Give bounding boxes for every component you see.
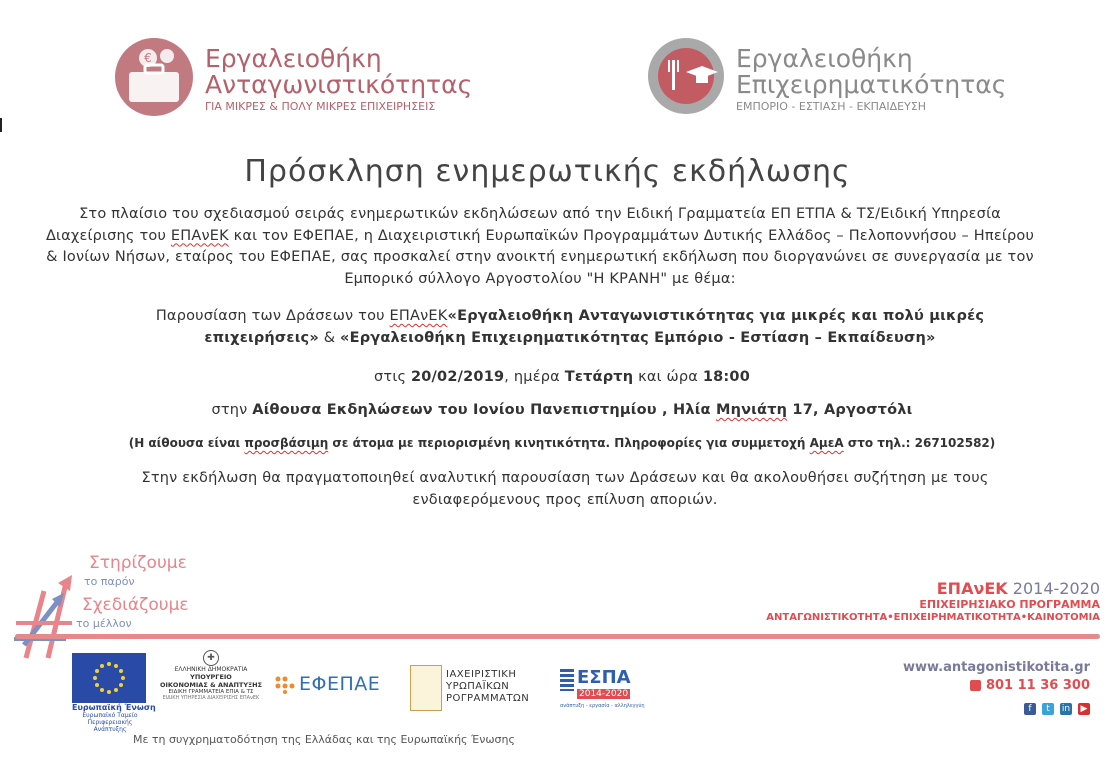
gr-line3: ΟΙΚΟΝΟΜΙΑΣ & ΑΝΑΠΤΥΞΗΣ [159,681,263,689]
page-title: Πρόσκληση ενημερωτικής εκδήλωσης [244,154,851,189]
access-word: προσβάσιμη [244,436,329,450]
venue-street: Μηνιάτη [715,402,788,418]
datetime-mid1: , ημέρα [504,369,565,385]
eu-label: Ευρωπαϊκή Ένωση [72,703,156,712]
venue-rest: 17, Αργοστόλι [787,402,913,418]
topic-amp: & [318,329,341,346]
diax-line2: ΥΡΩΠΑΪΚΩΝ [446,681,510,692]
toolbox-icon [115,38,193,116]
contact-block [860,660,1090,715]
access-text-1: (Η αίθουσα είναι [128,436,245,450]
logo-right-line2: Επιχειρηματικότητας [736,70,1007,99]
linkedin-icon[interactable]: in [1061,704,1071,714]
text-cursor [0,118,2,132]
espa-flag-icon [560,669,574,691]
venue-pre: στην [211,402,253,418]
logo-left-subtitle: ΓΙΑ ΜΙΚΡΕΣ & ΠΟΛΥ ΜΙΚΡΕΣ ΕΠΙΧΕΙΡΗΣΕΙΣ [205,100,436,113]
intro-text-1: Στο πλαίσιο του σχεδιασμού σειράς ενημερωτικών εκδηλώσεων από την Ειδική Γραμματεία ΕΠ ΕΤΠΑ & ΤΣ/Ειδική Υπηρεσία Διαχείρισης του [45,206,1001,244]
closing-paragraph: Στην εκδήλωση θα πραγματοποιηθεί αναλυτική παρουσίαση των Δράσεων και θα ακολουθήσει συζήτηση με τους ενδιαφερόμενους προς επίλυση αποριών. [141,470,989,508]
twitter-icon[interactable]: t [1042,703,1054,715]
intro-text-2: και τον ΕΦΕΠΑΕ, η Διαχειριστική Ευρωπαϊκών Προγραμμάτων Δυτικής Ελλάδος – Πελοποννήσου – Ηπείρου & Ιονίων Νήσων, εταίρος του ΕΦΕΠΑΕ, σας προσκαλεί στην ανοικτή ενημερωτική εκδήλωση που διοργανώνει σε συνεργασία με τον Εμπορικό σύλλογο Αργοστολίου "Η ΚΡΑΝΗ" με θέμα: [46,227,1035,287]
espa-name: ΕΣΠΑ [577,667,631,688]
diaxeiristiki-logo [410,665,550,713]
epanek-pillars: ΑΝΤΑΓΩΝΙΣΤΙΚΟΤΗΤΑ•ΕΠΙΧΕΙΡΗΜΑΤΙΚΟΤΗΤΑ•ΚΑΙΝΟΤΟΜΙΑ [766,612,1100,623]
intro-epanek: ΕΠΑνΕΚ [170,227,229,244]
cofinance-note: Με τη συγχρηματοδότηση της Ελλάδας και της Ευρωπαϊκής Ένωσης [133,733,515,746]
epanek-name: ΕΠΑνΕΚ [936,579,1008,598]
gr-line5: ΕΙΔΙΚΗ ΥΠΗΡΕΣΙΑ ΔΙΑΧΕΙΡΙΣΗΣ ΕΠΑνΕΚ [162,695,260,701]
efepae-dots-icon [275,676,299,694]
slogan-graphic [14,553,214,663]
eu-logo [72,653,156,733]
gr-line4: ΕΙΔΙΚΗ ΓΡΑΜΜΑΤΕΙΑ ΕΠΙΑ & ΤΣ [168,689,254,695]
epanek-years: 2014-2020 [1012,579,1100,598]
ministry-logo [156,650,266,701]
epanek-program: ΕΠΙΧΕΙΡΗΣΙΑΚΟ ΠΡΟΓΡΑΜΜΑ [919,598,1100,611]
slogan-line2: το παρόν [84,575,135,588]
phone-icon [970,680,981,691]
footer-divider [15,634,1100,639]
epanek-logo [740,580,1100,624]
efepae-name: ΕΦΕΠΑΕ [299,673,381,695]
topic-prefix: Παρουσίαση των Δράσεων του [155,308,390,324]
phone-number: 801 11 36 300 [985,678,1090,693]
greek-emblem-icon: ✚ [203,650,219,666]
topic-action-1: «Εργαλειοθήκη Ανταγωνιστικότητας για μικρές και πολύ μικρές επιχειρήσεις» [204,308,985,346]
access-text-3: στο τηλ.: 267102582) [843,436,996,450]
gr-line2: ΥΠΟΥΡΓΕΙΟ [190,673,232,681]
event-time: 18:00 [702,369,750,385]
datetime-pre: στις [374,369,411,385]
logo-left-line2: Ανταγωνιστικότητας [205,70,473,99]
topic-action-2: «Εργαλειοθήκη Επιχειρηματικότητας Εμπόριο - Εστίαση – Εκπαίδευση» [340,329,936,346]
eu-sub1: Ευρωπαϊκό Ταμείο [82,712,138,719]
access-amea: ΑμεΑ [809,436,844,450]
restaurant-graduation-icon [648,38,724,114]
event-date: 20/02/2019 [410,369,505,385]
access-text-2: σε άτομα με περιορισμένη κινητικότητα. Πληροφορίες για συμμετοχή [328,436,810,450]
diax-line1: ΙΑΧΕΙΡΙΣΤΙΚΗ [446,669,517,680]
espa-years: 2014-2020 [579,689,629,699]
event-day: Τετάρτη [564,369,634,385]
event-venue [0,400,1119,422]
diaxeiristiki-map-icon [410,665,442,711]
topic-epanek: ΕΠΑνΕΚ [389,308,448,324]
diax-line3: ΡΟΓΡΑΜΜΑΤΩΝ [446,693,530,704]
eu-sub2: Περιφερειακής Ανάπτυξης [87,719,133,733]
logo-right-subtitle: ΕΜΠΟΡΙΟ - ΕΣΤΙΑΣΗ - ΕΚΠΑΙΔΕΥΣΗ [736,100,927,113]
datetime-mid2: και ώρα [633,369,703,385]
logo-entrepreneurship-toolkit [648,38,1008,118]
slogan-line4: το μέλλον [76,617,132,630]
event-datetime [0,367,1119,389]
svg-text:€: € [144,51,152,65]
espa-motto: ανάπτυξη - εργασία - αλληλεγγύη [560,703,645,709]
intro-paragraph [40,204,1040,290]
eu-flag-icon [72,653,146,703]
logo-right-line1: Εργαλειοθήκη [736,44,913,73]
hashtag-arrows-icon [14,553,84,663]
website-link[interactable]: www.antagonistikotita.gr [902,660,1090,675]
gr-line1: ΕΛΛΗΝΙΚΗ ΔΗΜΟΚΡΑΤΙΑ [174,666,248,673]
venue-hall: Αίθουσα Εκδηλώσεων του Ιονίου Πανεπιστημίου , Ηλία [252,402,716,418]
topic-paragraph [105,306,1035,349]
youtube-icon[interactable]: ▶ [1078,703,1090,715]
slogan-line3: Σχεδιάζουμε [82,595,189,615]
logo-competitiveness-toolkit [115,38,475,118]
accessibility-note [0,436,1119,450]
slogan-line1: Στηρίζουμε [89,553,187,573]
logo-left-line1: Εργαλειοθήκη [205,44,382,73]
espa-logo [560,667,645,713]
facebook-icon[interactable]: f [1024,703,1036,715]
